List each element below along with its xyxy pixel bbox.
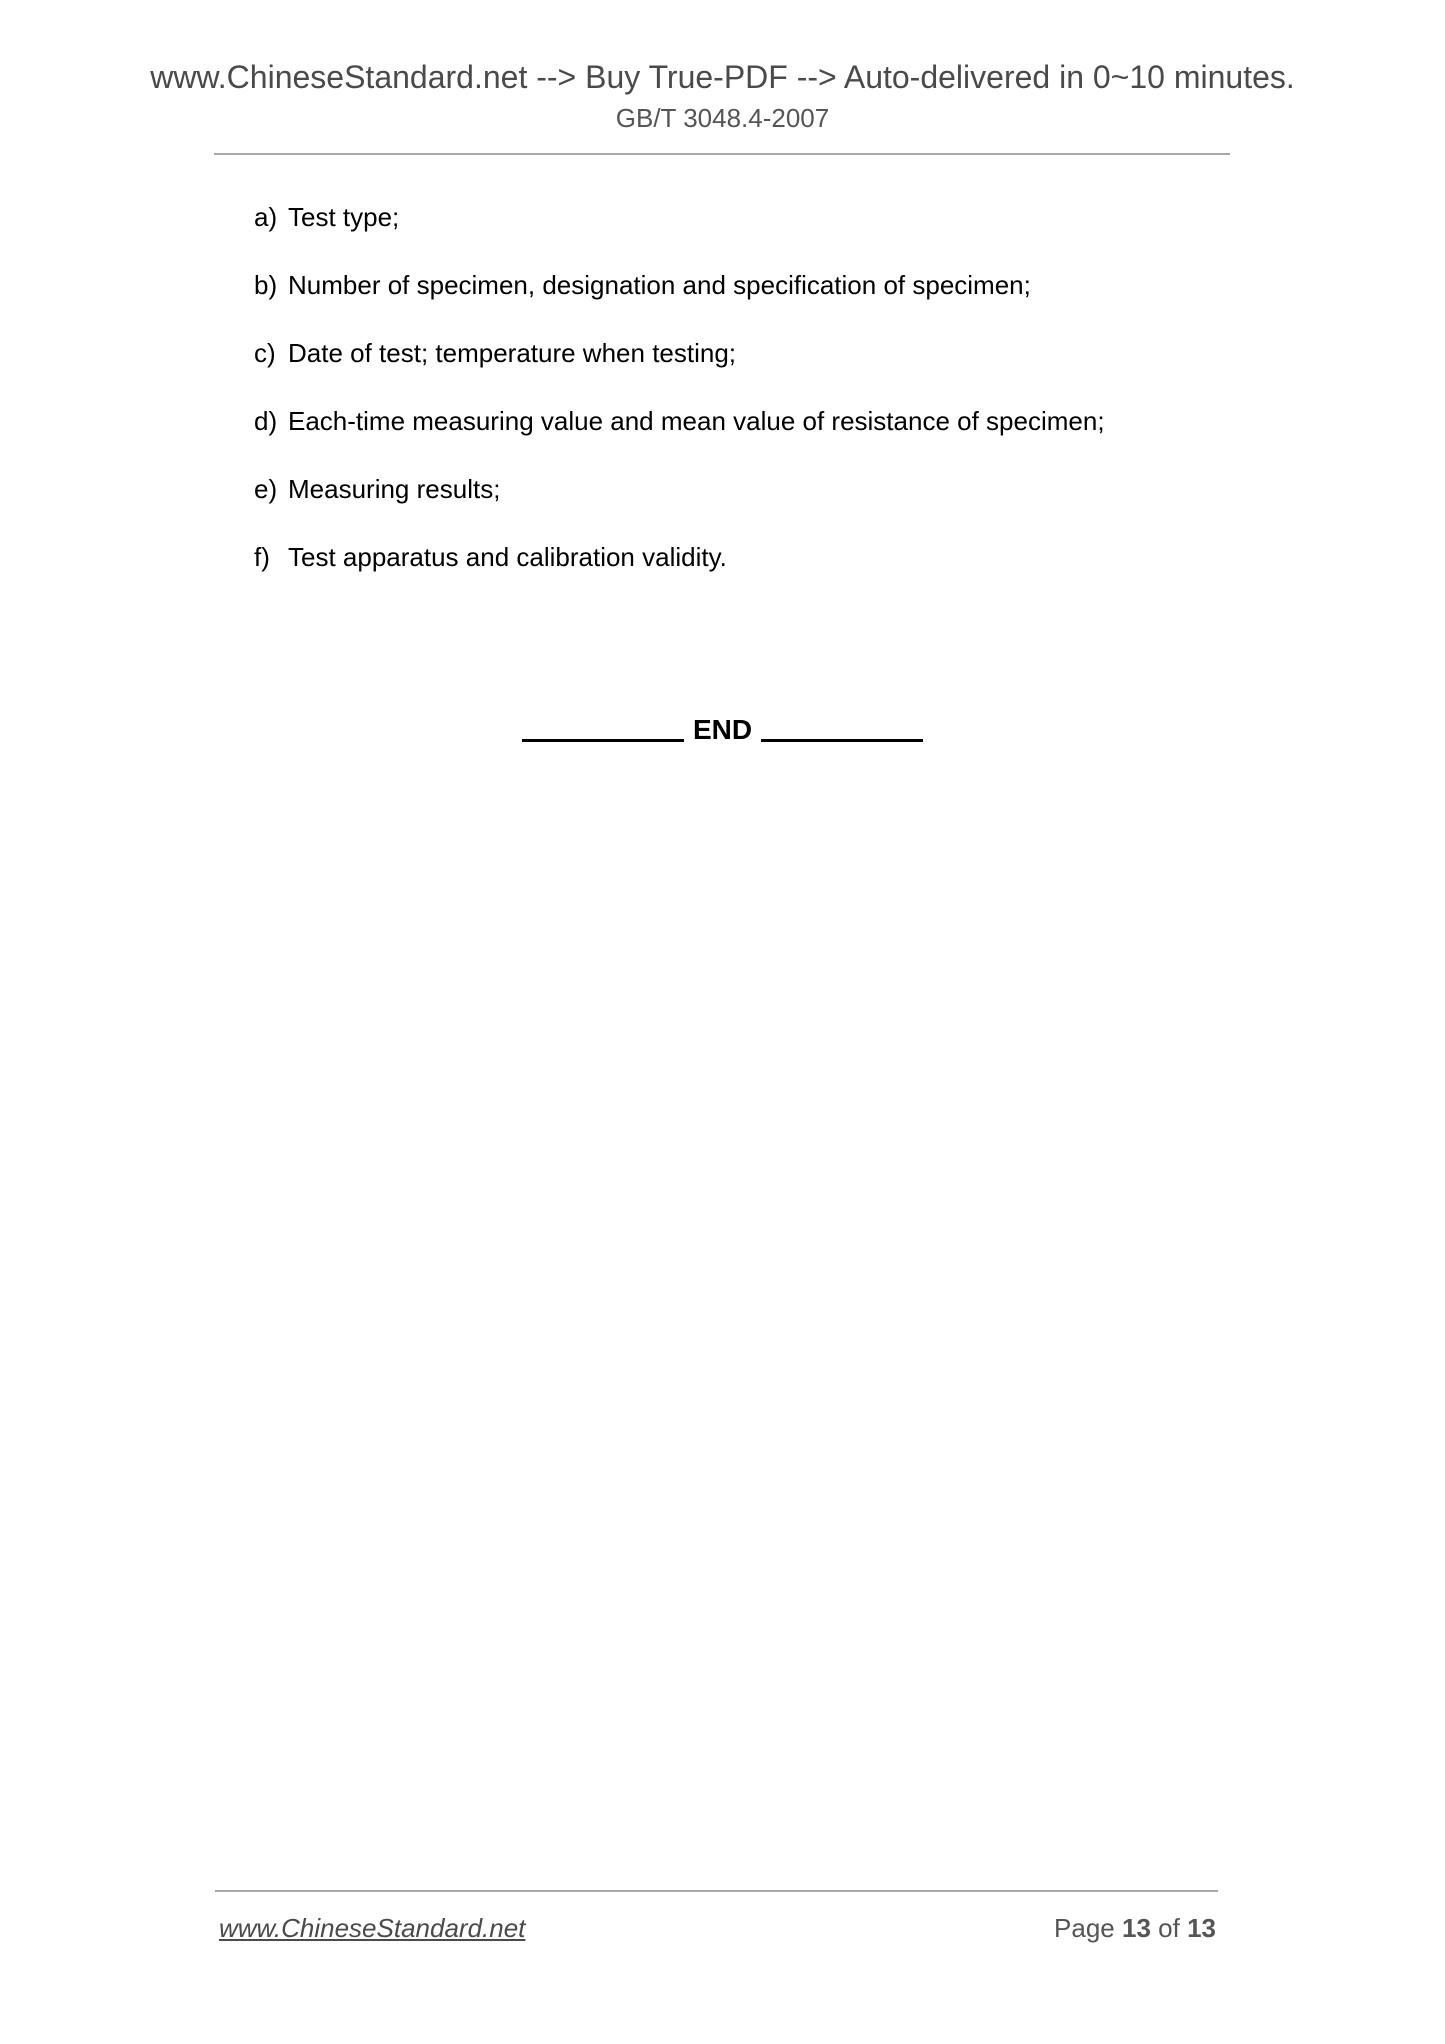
end-marker — [0, 712, 1445, 748]
list-item-text: Number of specimen, designation and specification of specimen; — [288, 270, 1031, 300]
list-item-text: Test apparatus and calibration validity. — [288, 542, 727, 572]
header-divider — [214, 153, 1230, 155]
list-marker: e) — [254, 474, 278, 504]
current-page: 13 — [1122, 1913, 1151, 1943]
page-prefix: Page — [1054, 1913, 1115, 1943]
end-right-rule — [761, 739, 923, 742]
end-left-rule — [522, 739, 684, 742]
list-marker: f) — [254, 542, 270, 572]
standard-code: GB/T 3048.4-2007 — [615, 103, 830, 133]
list-item-text: Measuring results; — [288, 474, 501, 504]
page-number — [1054, 1912, 1216, 1944]
list-marker: a) — [254, 202, 278, 232]
list-item-text: Each-time measuring value and mean value of resistance of specimen; — [288, 406, 1105, 436]
header-promo-text: www.ChineseStandard.net --> Buy True-PDF --> Auto-delivered in 0~10 minutes. — [150, 59, 1295, 95]
footer-divider — [215, 1890, 1218, 1892]
list-marker: c) — [254, 338, 276, 368]
list-item-text: Date of test; temperature when testing; — [288, 338, 737, 368]
list-item-text: Test type; — [288, 202, 400, 232]
page-separator: of — [1158, 1913, 1180, 1943]
end-label: END — [692, 714, 753, 745]
list-marker: d) — [254, 406, 278, 436]
list-marker: b) — [254, 270, 278, 300]
total-pages: 13 — [1187, 1913, 1216, 1943]
footer-site-link[interactable]: www.ChineseStandard.net — [219, 1913, 526, 1943]
